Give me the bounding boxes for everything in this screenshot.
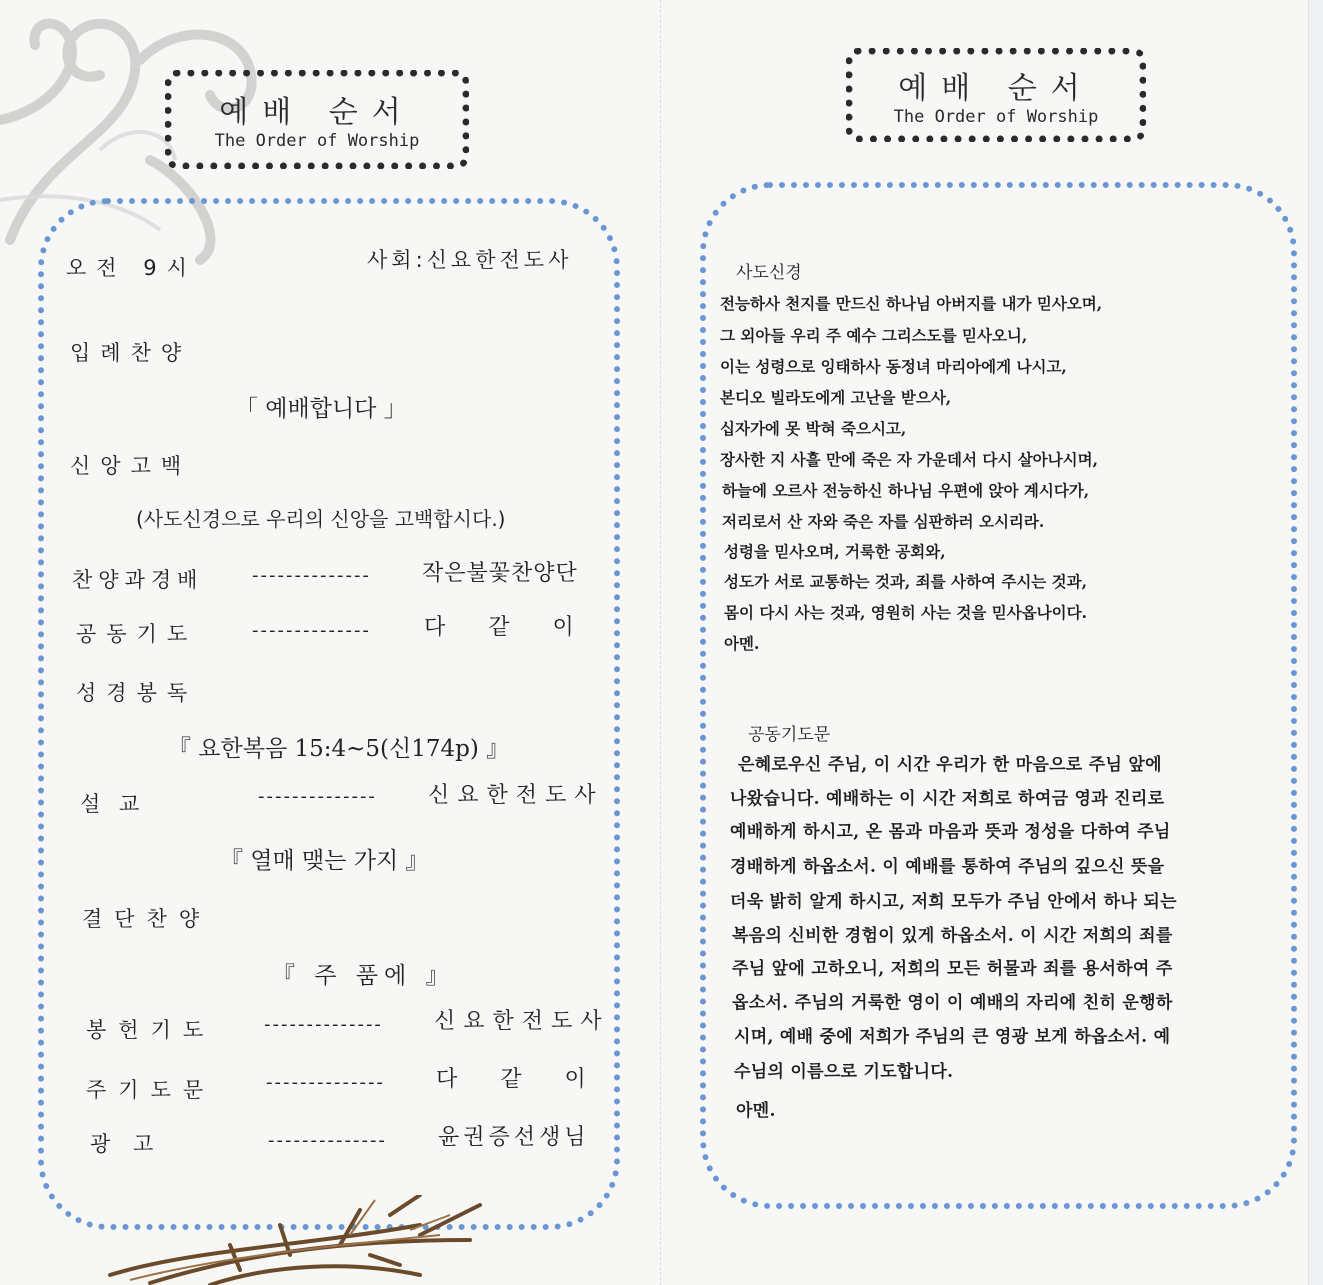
item-leader: 신요한전도사 bbox=[428, 783, 604, 808]
creed-line: 성도가 서로 교통하는 것과, 죄를 사하여 주시는 것과, bbox=[724, 572, 1088, 591]
creed-line: 전능하사 천지를 만드신 하나님 아버지를 내가 믿사오며, bbox=[720, 294, 1103, 313]
item-label: 광 고 bbox=[90, 1132, 162, 1156]
item-leader: 윤권증선생님 bbox=[438, 1125, 590, 1150]
hymn-title: 『 주 품에 』 bbox=[272, 963, 455, 989]
item-leader: 신요한전도사 bbox=[434, 1009, 610, 1034]
item-label: 성경봉독 bbox=[76, 681, 198, 705]
creed-note: (사도신경으로 우리의 신앙을 고백합시다.) bbox=[136, 507, 506, 531]
host-label: 사회:신요한전도사 bbox=[367, 248, 573, 272]
leader-dashes: -------------- bbox=[268, 1130, 387, 1151]
prayer-line: 수님의 이름으로 기도합니다. bbox=[734, 1062, 954, 1082]
prayer-line: 시며, 예배 중에 저희가 주님의 큰 영광 보게 하옵소서. 예 bbox=[734, 1027, 1171, 1047]
title-korean: 예배 순서 bbox=[219, 95, 415, 130]
prayer-line: 복음의 신비한 경험이 있게 하옵소서. 이 시간 저희의 죄를 bbox=[732, 926, 1173, 946]
title-box bbox=[165, 70, 469, 169]
item-leader: 작은불꽃찬양단 bbox=[422, 561, 578, 586]
item-label: 주기도문 bbox=[86, 1078, 216, 1102]
prayer-line: 예배하게 하시고, 온 몸과 마음과 뜻과 정성을 다하여 주님 bbox=[730, 822, 1171, 842]
scripture-reference: 『 요한복음 15:4~5(신174p) 』 bbox=[168, 736, 510, 762]
title-english: The Order of Worship bbox=[214, 131, 420, 151]
item-label: 공동기도 bbox=[76, 622, 198, 646]
title-korean: 예배 순서 bbox=[898, 71, 1094, 106]
creed-line: 십자가에 못 박혀 죽으시고, bbox=[720, 419, 907, 438]
creed-line: 아멘. bbox=[724, 634, 760, 653]
leader-dashes: -------------- bbox=[252, 565, 371, 586]
prayer-line: 아멘. bbox=[736, 1101, 776, 1121]
sermon-title: 『 열매 맺는 가지 』 bbox=[220, 848, 429, 874]
item-label: 입례찬양 bbox=[70, 341, 192, 365]
creed-title: 사도신경 bbox=[736, 263, 802, 283]
title-english: The Order of Worship bbox=[893, 107, 1099, 127]
prayer-line: 은혜로우신 주님, 이 시간 우리가 한 마음으로 주님 앞에 bbox=[738, 755, 1162, 775]
creed-line: 이는 성령으로 잉태하사 동정녀 마리아에게 나시고, bbox=[720, 357, 1067, 376]
title-box bbox=[846, 48, 1146, 142]
thorn-crown-illustration bbox=[90, 1195, 520, 1285]
creed-line: 저리로서 산 자와 죽은 자를 심판하러 오시리라. bbox=[722, 512, 1045, 531]
prayer-line: 더욱 밝히 알게 하시고, 저희 모두가 주님 안에서 하나 되는 bbox=[730, 892, 1177, 912]
creed-line: 그 외아들 우리 주 예수 그리스도를 믿사오니, bbox=[720, 326, 1028, 345]
item-leader: 다 같 이 bbox=[424, 615, 592, 640]
service-time: 오전 9시 bbox=[66, 256, 197, 280]
right-page bbox=[660, 0, 1323, 1285]
left-page bbox=[0, 0, 660, 1285]
leader-dashes: -------------- bbox=[264, 1014, 383, 1035]
leader-dashes: -------------- bbox=[258, 786, 377, 807]
item-label: 봉헌기도 bbox=[86, 1018, 216, 1042]
item-label: 찬양과경배 bbox=[72, 568, 204, 592]
prayer-title: 공동기도문 bbox=[748, 725, 831, 745]
creed-line: 장사한 지 사흘 만에 죽은 자 가운데서 다시 살아나시며, bbox=[720, 450, 1098, 469]
creed-line: 하늘에 오르사 전능하신 하나님 우편에 앉아 계시다가, bbox=[722, 481, 1090, 500]
creed-line: 본디오 빌라도에게 고난을 받으사, bbox=[720, 388, 952, 407]
creed-line: 성령을 믿사오며, 거룩한 공회와, bbox=[724, 542, 946, 561]
prayer-line: 경배하게 하옵소서. 이 예배를 통하여 주님의 깊으신 뜻을 bbox=[730, 857, 1165, 877]
prayer-line: 주님 앞에 고하오니, 저희의 모든 허물과 죄를 용서하여 주 bbox=[732, 959, 1173, 979]
item-label: 결단찬양 bbox=[82, 907, 212, 931]
prayer-line: 옵소서. 주님의 거룩한 영이 이 예배의 자리에 친히 운행하 bbox=[732, 993, 1173, 1013]
item-label: 설 교 bbox=[80, 792, 146, 816]
prayer-line: 나왔습니다. 예배하는 이 시간 저희로 하여금 영과 진리로 bbox=[730, 789, 1165, 809]
creed-line: 몸이 다시 사는 것과, 영원히 사는 것을 믿사옵나이다. bbox=[724, 603, 1088, 622]
item-label: 신앙고백 bbox=[70, 454, 192, 478]
leader-dashes: -------------- bbox=[252, 620, 371, 641]
song-title: 「 예배합니다 」 bbox=[235, 396, 407, 422]
item-leader: 다 같 이 bbox=[436, 1067, 604, 1092]
leader-dashes: -------------- bbox=[266, 1072, 385, 1093]
